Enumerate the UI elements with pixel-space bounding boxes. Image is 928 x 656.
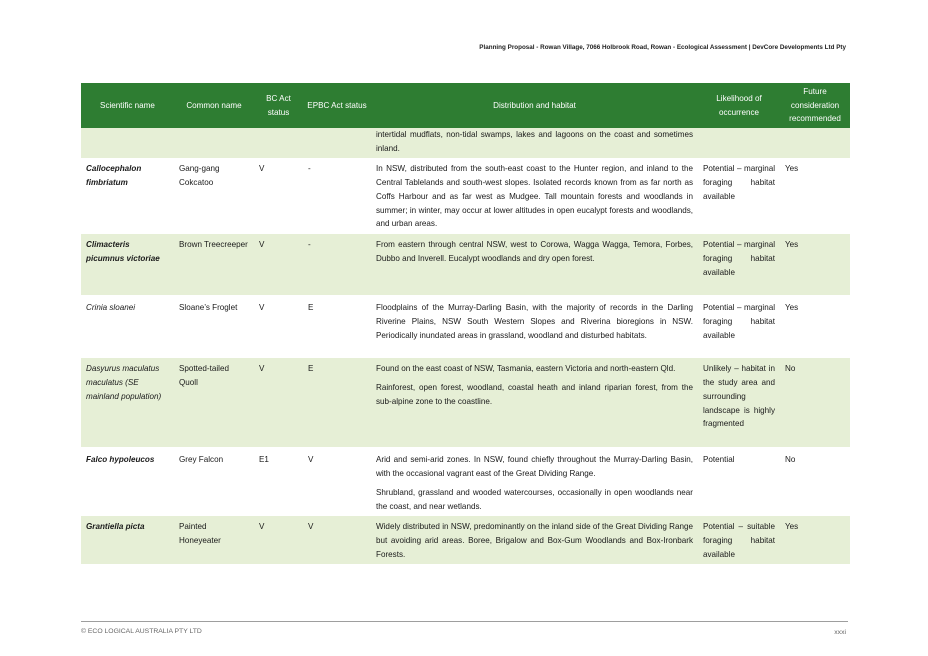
bc-status: V	[254, 358, 303, 448]
future-consideration: Yes	[780, 158, 850, 234]
distribution	[371, 516, 698, 564]
table-row	[81, 448, 850, 516]
distribution	[371, 296, 698, 358]
distribution-paragraph: Rainforest, open forest, woodland, coastal heath and inland riparian forest, from the sub-alpine zone to the coastline.	[376, 383, 693, 406]
distribution	[371, 358, 698, 448]
scientific-name: Dasyurus maculatus maculatus (SE mainland population)	[81, 358, 174, 448]
scientific-name: Callocephalon fimbriatum	[81, 158, 174, 234]
scientific-name: Falco hypoleucos	[81, 448, 174, 516]
future-consideration: Yes	[780, 234, 850, 296]
table-row	[81, 158, 850, 234]
table-header-row	[81, 83, 850, 128]
distribution-paragraph: From eastern through central NSW, west to Corowa, Wagga Wagga, Temora, Forbes, Dubbo and Inverell. Eucalypt woodlands and dry open forest.	[376, 240, 693, 264]
distribution	[371, 448, 698, 516]
species-table	[81, 83, 850, 564]
table-row	[81, 516, 850, 564]
continuation-text: intertidal mudflats, non-tidal swamps, lakes and lagoons on the coast and sometimes inland.	[371, 128, 698, 158]
col-header-distribution: Distribution and habitat	[371, 83, 698, 128]
common-name: Grey Falcon	[174, 448, 254, 516]
col-header-future: Future consideration recommended	[780, 83, 850, 128]
common-name: Sloane’s Froglet	[174, 296, 254, 358]
footer-divider	[81, 621, 848, 622]
likelihood: Potential – marginal foraging habitat available	[698, 296, 780, 358]
future-consideration: No	[780, 358, 850, 448]
col-header-bc: BC Act status	[254, 83, 303, 128]
distribution-paragraph: Widely distributed in NSW, predominantly on the inland side of the Great Dividing Range but avoiding arid areas. Boree, Brigalow and Box-Gum Woodlands and Box-Ironbark Forests.	[376, 522, 693, 559]
scientific-name: Climacteris picumnus victoriae	[81, 234, 174, 296]
table-row	[81, 296, 850, 358]
bc-status: V	[254, 234, 303, 296]
bc-status: V	[254, 516, 303, 564]
distribution-paragraph: Shrubland, grassland and wooded watercourses, occasionally in open woodlands near the coast, and near wetlands.	[376, 487, 693, 511]
epbc-status: V	[303, 448, 371, 516]
scientific-name: Crinia sloanei	[81, 296, 174, 358]
distribution	[371, 234, 698, 296]
common-name: Brown Treecreeper	[174, 234, 254, 296]
future-consideration: No	[780, 448, 850, 516]
table-row	[81, 128, 850, 158]
likelihood: Potential – marginal foraging habitat available	[698, 158, 780, 234]
distribution-paragraph: In NSW, distributed from the south-east coast to the Hunter region, and inland to the Central Tablelands and south-west slopes. Isolated records known from as far north as Coffs Harbour and as far west as Mudgee. Tall mountain forests and woodlands in summer; in winter, may occur at lower altitudes in open eucalypt forests and woodlands, and urban areas.	[376, 164, 693, 229]
distribution	[371, 158, 698, 234]
table-row	[81, 358, 850, 448]
bc-status: E1	[254, 448, 303, 516]
bc-status: V	[254, 296, 303, 358]
distribution-paragraph: Found on the east coast of NSW, Tasmania, eastern Victoria and north-eastern Qld.	[376, 364, 676, 374]
col-header-epbc: EPBC Act status	[303, 83, 371, 128]
likelihood: Potential	[698, 448, 780, 516]
common-name: Painted Honeyeater	[174, 516, 254, 564]
col-header-scientific: Scientific name	[81, 83, 174, 128]
running-header: Planning Proposal - Rowan Village, 7066 Holbrook Road, Rowan - Ecological Assessment | DevCore Developments Ltd Pty	[479, 44, 846, 51]
likelihood: Potential – suitable foraging habitat available	[698, 516, 780, 564]
common-name: Spotted-tailed Quoll	[174, 358, 254, 448]
epbc-status: -	[303, 158, 371, 234]
epbc-status: V	[303, 516, 371, 564]
page-number: xxxi	[834, 629, 846, 636]
epbc-status: E	[303, 296, 371, 358]
col-header-likelihood: Likelihood of occurrence	[698, 83, 780, 128]
table-row	[81, 234, 850, 296]
scientific-name: Grantiella picta	[81, 516, 174, 564]
footer-copyright: © ECO LOGICAL AUSTRALIA PTY LTD	[81, 628, 202, 635]
col-header-common: Common name	[174, 83, 254, 128]
bc-status: V	[254, 158, 303, 234]
likelihood: Unlikely – habitat in the study area and surrounding landscape is highly fragmented	[698, 358, 780, 448]
common-name: Gang-gang Cokcatoo	[174, 158, 254, 234]
future-consideration: Yes	[780, 296, 850, 358]
future-consideration: Yes	[780, 516, 850, 564]
epbc-status: E	[303, 358, 371, 448]
likelihood: Potential – marginal foraging habitat available	[698, 234, 780, 296]
epbc-status: -	[303, 234, 371, 296]
distribution-paragraph: Arid and semi-arid zones. In NSW, found chiefly throughout the Murray-Darling Basin, with the occasional vagrant east of the Great Dividing Range.	[376, 455, 693, 479]
distribution-paragraph: Floodplains of the Murray-Darling Basin, with the majority of records in the Darling Riverine Plains, NSW South Western Slopes and Riverina bioregions in NSW. Periodically inundated areas in grassland, woodland and disturbed habitats.	[376, 303, 693, 340]
